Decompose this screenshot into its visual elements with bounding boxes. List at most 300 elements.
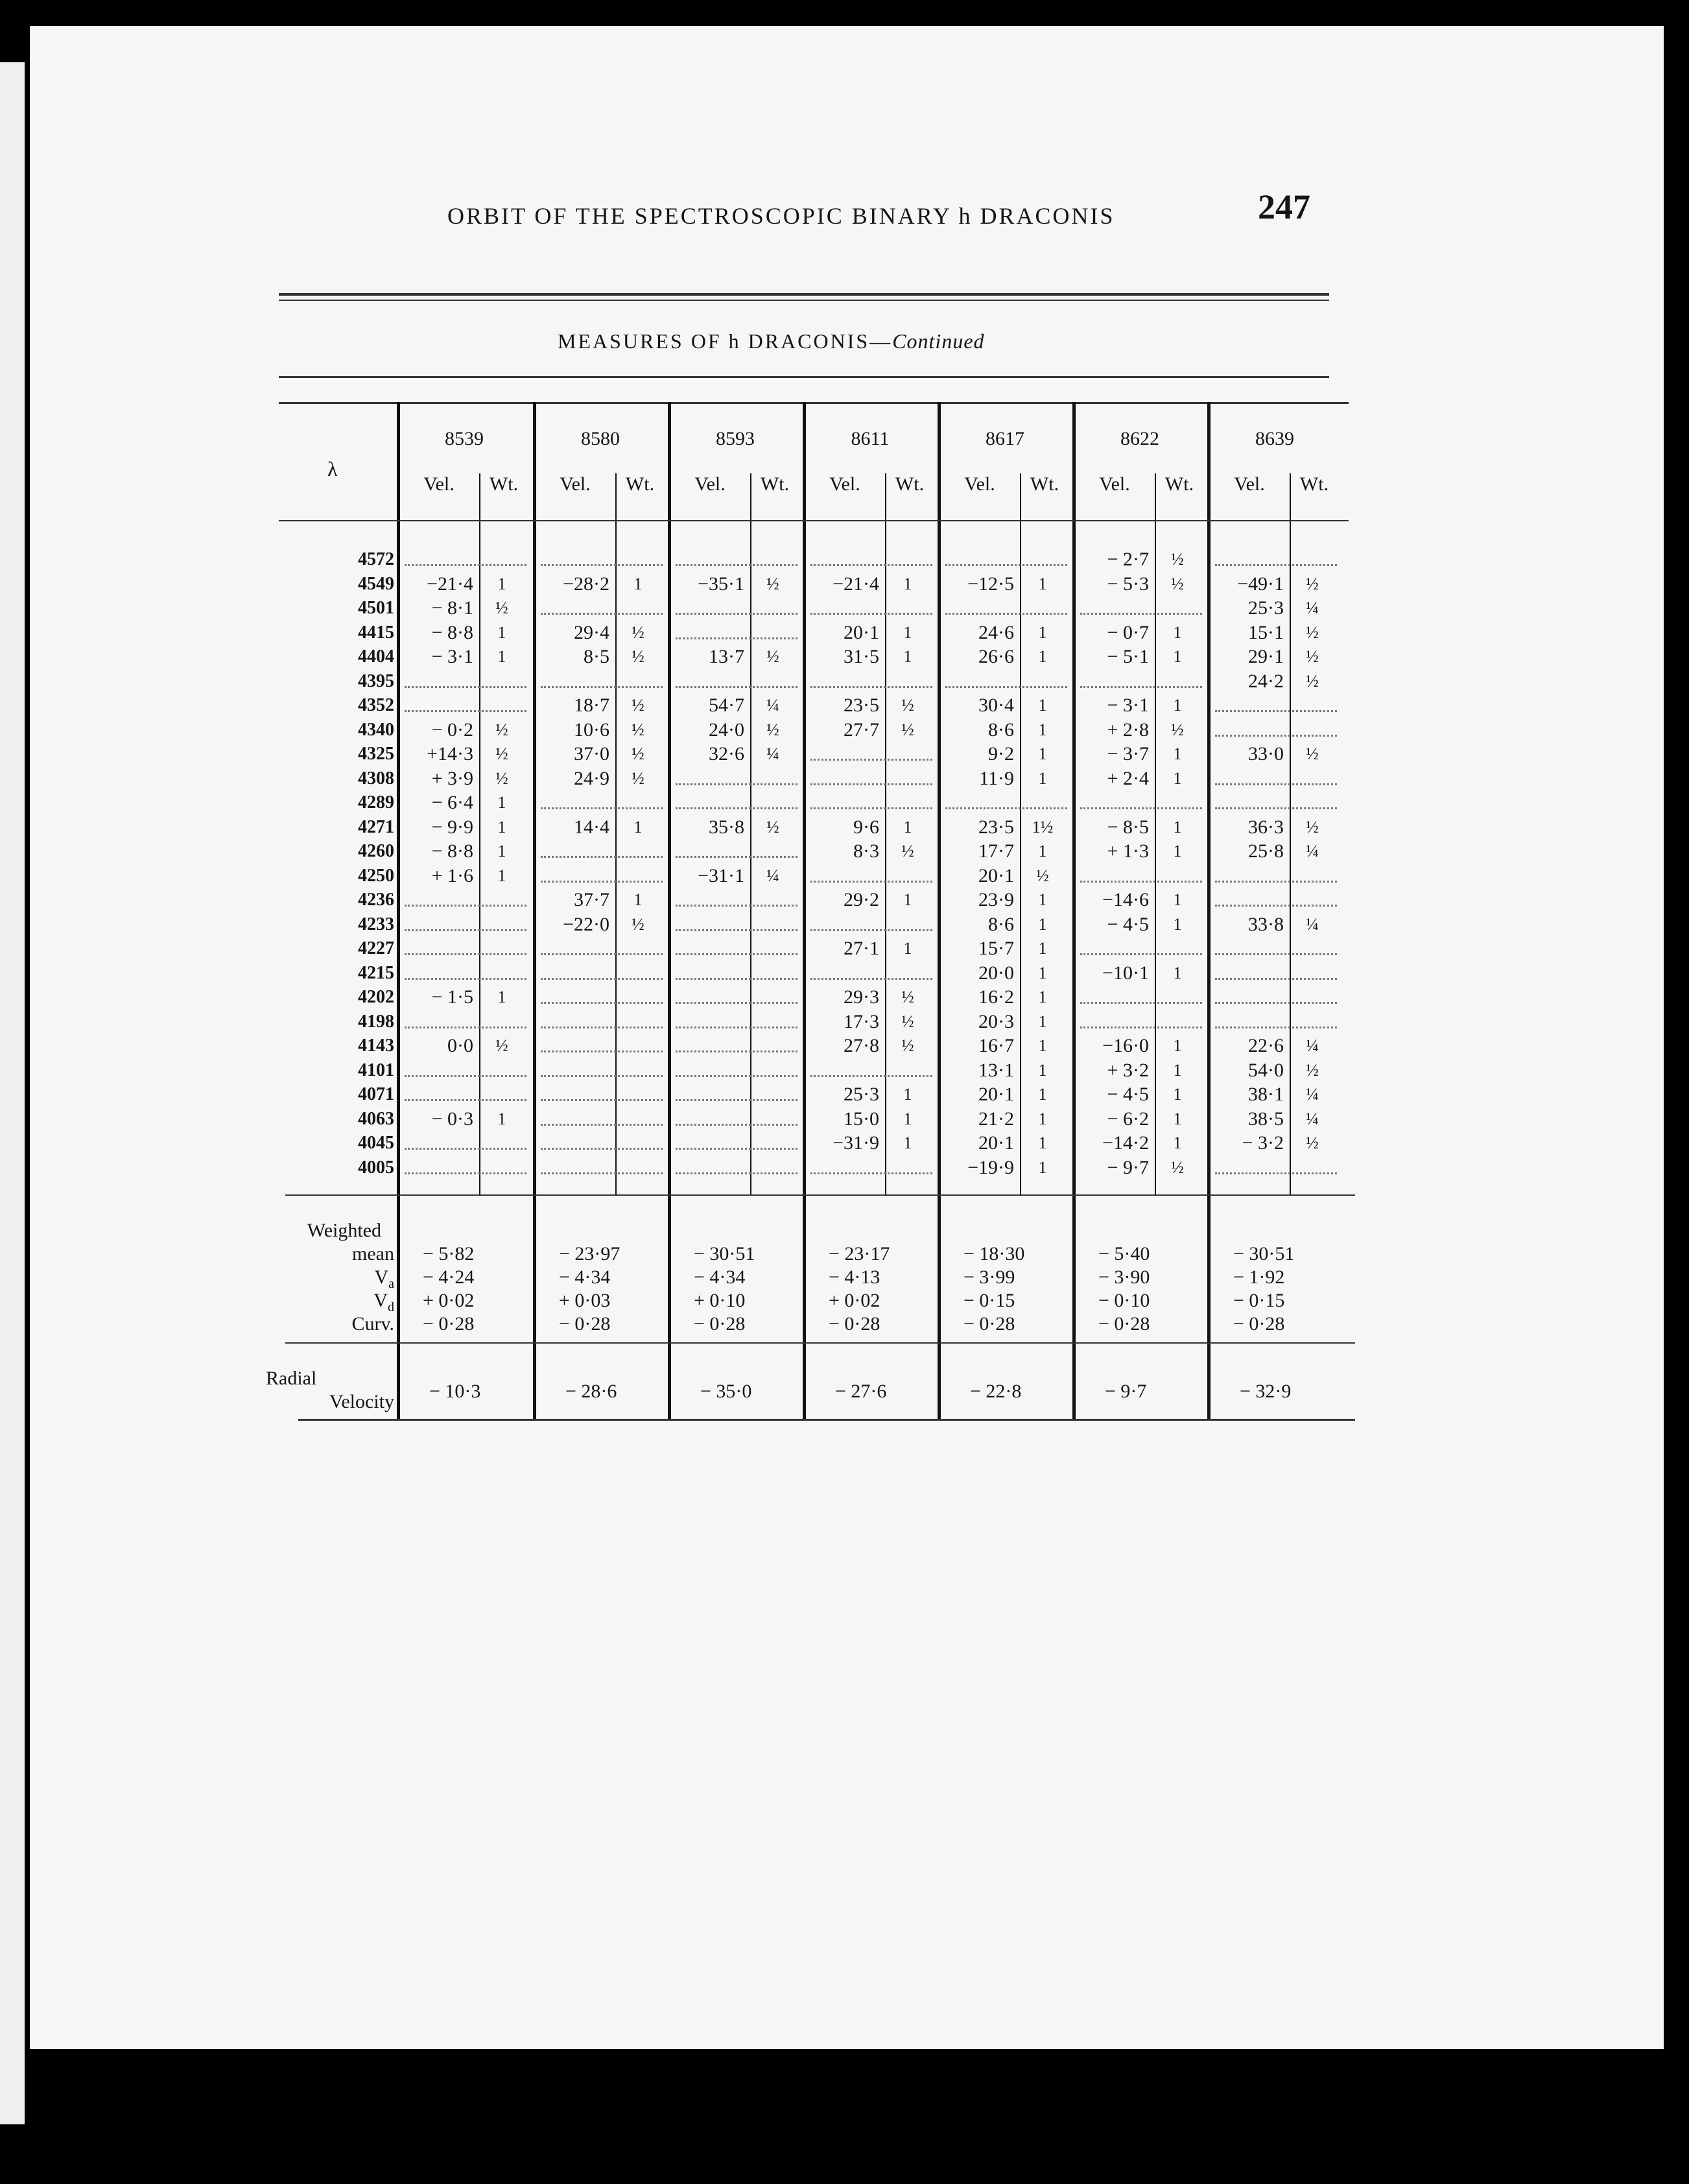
weight-value: 1: [903, 817, 912, 837]
weight-value: ½: [632, 647, 644, 666]
velocity-value: 8·3: [853, 840, 879, 862]
body-bottom-rule: [285, 1194, 1355, 1196]
plate-number: 8622: [1120, 428, 1159, 449]
wavelength-label: 4501: [358, 598, 394, 618]
weight-value: ½: [766, 817, 779, 837]
weight-value: 1: [1173, 1085, 1182, 1104]
wavelength-label: 4063: [358, 1108, 394, 1129]
curv-label: Curv.: [351, 1313, 394, 1335]
table-title-continued: Continued: [892, 329, 985, 353]
velocity-value: 21·2: [978, 1108, 1014, 1130]
velocity-value: − 8·1: [431, 597, 473, 619]
velocity-value: + 1·3: [1107, 840, 1149, 862]
wavelength-label: 4289: [358, 792, 394, 813]
dot-leader: [541, 1002, 663, 1004]
weight-value: 1: [1038, 647, 1047, 666]
wavelength-label: 4143: [358, 1036, 394, 1056]
weight-value: 1: [903, 1085, 912, 1104]
velocity-value: 25·8: [1248, 840, 1284, 862]
table-title-main: MEASURES OF h DRACONIS—: [558, 329, 893, 353]
radial-velocity-value: − 27·6: [835, 1381, 887, 1402]
weight-value: ½: [1306, 1060, 1319, 1080]
wt-separator: [1155, 473, 1156, 1194]
velocity-value: −31·1: [698, 864, 744, 886]
dot-leader: [1215, 735, 1337, 737]
dot-leader: [405, 953, 526, 955]
weight-value: 1: [1038, 963, 1047, 982]
mean-value: − 30·51: [694, 1243, 755, 1264]
weight-value: 1: [1173, 744, 1182, 763]
mean-value: + 0·02: [829, 1290, 880, 1311]
weight-value: ½: [632, 720, 644, 739]
dot-leader: [676, 1075, 797, 1077]
dot-leader: [405, 686, 526, 688]
dot-leader: [1215, 978, 1337, 980]
velocity-value: − 2·7: [1107, 549, 1149, 570]
velocity-value: − 8·8: [431, 621, 473, 643]
running-head: ORBIT OF THE SPECTROSCOPIC BINARY h DRACONIS: [447, 203, 1115, 229]
velocity-value: − 3·2: [1242, 1132, 1284, 1154]
velocity-value: −28·2: [563, 573, 609, 595]
mean-value: − 4·24: [423, 1266, 475, 1288]
velocity-value: −12·5: [967, 573, 1014, 595]
dot-leader: [676, 856, 797, 858]
velocity-value: 29·3: [844, 986, 879, 1008]
radial-velocity-value: − 35·0: [700, 1381, 752, 1402]
velocity-value: 29·2: [844, 889, 879, 910]
velocity-value: 11·9: [979, 767, 1014, 789]
weight-value: 1: [1038, 623, 1047, 642]
velocity-value: −21·4: [833, 573, 879, 595]
dot-leader: [1080, 613, 1202, 615]
dot-leader: [945, 564, 1067, 566]
mean-value: − 3·90: [1098, 1266, 1150, 1288]
dot-leader: [541, 1099, 663, 1101]
vel-subheader: Vel.: [423, 473, 455, 495]
velocity-value: 27·8: [844, 1035, 879, 1056]
mean-value: + 0·02: [423, 1290, 475, 1311]
velocity-value: 15·1: [1248, 621, 1284, 643]
dot-leader: [405, 1099, 526, 1101]
velocity-value: − 8·5: [1107, 816, 1149, 838]
weight-value: 1: [633, 817, 643, 837]
dot-leader: [676, 953, 797, 955]
velocity-value: 20·1: [978, 1084, 1014, 1105]
wavelength-label: 4352: [358, 695, 394, 715]
weight-value: ½: [1306, 1134, 1319, 1152]
velocity-value: 32·6: [709, 743, 744, 765]
mean-value: − 23·17: [829, 1243, 890, 1264]
velocity-value: 9·6: [853, 816, 879, 838]
table-title: [558, 329, 985, 353]
weight-value: 1: [497, 1109, 506, 1128]
radial-velocity-value: − 32·9: [1240, 1381, 1292, 1402]
weight-value: ½: [901, 720, 914, 739]
weight-value: ½: [495, 720, 508, 739]
dot-leader: [1215, 1027, 1337, 1028]
velocity-value: 23·5: [844, 694, 879, 716]
dot-leader: [541, 1050, 663, 1052]
velocity-value: 17·3: [844, 1010, 879, 1032]
dot-leader: [676, 1050, 797, 1052]
weight-value: ¼: [766, 866, 779, 885]
dot-leader: [945, 686, 1067, 688]
mean-value: + 0·10: [694, 1290, 746, 1311]
dot-leader: [541, 953, 663, 955]
weight-value: 1: [903, 574, 912, 593]
velocity-value: − 6·4: [431, 792, 473, 813]
velocity-value: 25·3: [1248, 597, 1284, 619]
weight-value: 1: [1173, 647, 1182, 666]
column-separator: [1207, 402, 1211, 1420]
radial-velocity-value: − 10·3: [429, 1381, 481, 1402]
weight-value: ½: [632, 768, 644, 788]
velocity-value: − 8·8: [431, 840, 473, 862]
velocity-value: 24·9: [574, 767, 609, 789]
plate-number: 8639: [1255, 428, 1294, 449]
mean-value: − 5·82: [423, 1243, 475, 1264]
dot-leader: [541, 881, 663, 883]
dot-leader: [810, 783, 932, 785]
weight-value: ½: [632, 914, 644, 934]
dot-leader: [1080, 881, 1202, 883]
dot-leader: [1215, 564, 1337, 566]
dot-leader: [676, 637, 797, 639]
mean-value: − 5·40: [1098, 1243, 1150, 1264]
dot-leader: [405, 929, 526, 931]
column-separator: [397, 402, 400, 1420]
velocity-value: − 6·2: [1107, 1108, 1149, 1130]
dot-leader: [676, 1124, 797, 1126]
weight-value: 1: [1173, 1036, 1182, 1055]
weight-value: 1: [1038, 744, 1047, 763]
header-rule-2: [279, 300, 1329, 301]
weight-value: 1: [1173, 623, 1182, 642]
dot-leader: [1215, 881, 1337, 883]
weight-value: ½: [495, 599, 508, 617]
wt-separator: [1290, 473, 1291, 1194]
wavelength-label: 4202: [358, 987, 394, 1007]
velocity-value: −14·6: [1102, 889, 1149, 910]
wavelength-label: 4215: [358, 962, 394, 983]
weight-value: ½: [1306, 623, 1319, 642]
dot-leader: [1215, 710, 1337, 712]
velocity-value: 13·7: [709, 646, 744, 667]
wt-subheader: Wt.: [760, 473, 790, 495]
dot-leader: [676, 613, 797, 615]
dot-leader: [810, 1075, 932, 1077]
dot-leader: [405, 1148, 526, 1150]
wt-subheader: Wt.: [489, 473, 519, 495]
velocity-value: 17·7: [978, 840, 1014, 862]
velocity-value: − 3·7: [1107, 743, 1149, 765]
weight-value: ½: [1036, 866, 1049, 885]
velocity-value: 8·6: [988, 913, 1014, 935]
weight-value: 1: [1038, 1060, 1047, 1080]
wt-separator: [1020, 473, 1021, 1194]
velocity-value: −35·1: [698, 573, 744, 595]
velocity-value: + 2·4: [1107, 767, 1149, 789]
radial-velocity-value: − 28·6: [565, 1381, 617, 1402]
wavelength-label: 4233: [358, 914, 394, 934]
weight-value: 1: [1038, 1157, 1047, 1177]
weight-value: 1: [903, 647, 912, 666]
weight-value: 1: [1173, 1109, 1182, 1128]
weight-value: 1: [1038, 768, 1047, 788]
velocity-value: − 4·5: [1107, 1084, 1149, 1105]
dot-leader: [676, 1148, 797, 1150]
dot-leader: [405, 1075, 526, 1077]
velocity-value: 27·7: [844, 718, 879, 741]
weight-value: 1: [903, 939, 912, 958]
weight-value: 1: [1173, 963, 1182, 982]
weight-value: 1: [497, 817, 506, 837]
dot-leader: [1215, 905, 1337, 907]
velocity-value: −14·2: [1102, 1132, 1149, 1154]
weight-value: ½: [901, 842, 914, 861]
velocity-value: −19·9: [967, 1156, 1014, 1178]
dot-leader: [676, 1027, 797, 1028]
weight-value: ½: [901, 1012, 914, 1031]
wt-subheader: Wt.: [625, 473, 655, 495]
velocity-value: 23·9: [978, 889, 1014, 910]
velocity-value: 22·6: [1248, 1035, 1284, 1056]
weight-value: 1: [1173, 696, 1182, 715]
velocity-value: 14·4: [574, 816, 609, 838]
velocity-value: 38·1: [1248, 1084, 1284, 1105]
weight-value: ½: [1171, 574, 1184, 593]
radial-velocity-value: − 22·8: [970, 1381, 1022, 1402]
dot-leader: [810, 929, 932, 931]
velocity-value: −22·0: [563, 913, 609, 935]
wt-subheader: Wt.: [1164, 473, 1194, 495]
weight-value: 1: [1038, 1134, 1047, 1152]
velocity-value: − 5·1: [1107, 646, 1149, 667]
wavelength-label: 4250: [358, 865, 394, 886]
wavelength-label: 4395: [358, 671, 394, 691]
weight-value: ½: [901, 1036, 914, 1055]
dot-leader: [1215, 807, 1337, 809]
weight-value: 1: [1038, 1109, 1047, 1128]
weight-value: 1: [1173, 1134, 1182, 1152]
dot-leader: [676, 686, 797, 688]
velocity-value: − 3·1: [1107, 694, 1149, 716]
wt-subheader: Wt.: [895, 473, 925, 495]
velocity-value: −31·9: [833, 1132, 879, 1154]
dot-leader: [1215, 783, 1337, 785]
velocity-value: − 0·7: [1107, 621, 1149, 643]
dot-leader: [945, 613, 1067, 615]
velocity-value: − 3·1: [431, 646, 473, 667]
weight-value: ¼: [766, 696, 779, 715]
weight-value: 1: [1038, 1012, 1047, 1031]
weight-value: 1: [1038, 1085, 1047, 1104]
weight-value: 1: [1038, 914, 1047, 934]
dot-leader: [541, 1124, 663, 1126]
plate-number: 8593: [716, 428, 755, 449]
column-separator: [668, 402, 671, 1420]
velocity-value: 27·1: [844, 938, 879, 959]
velocity-value: 37·0: [574, 743, 609, 765]
wt-subheader: Wt.: [1299, 473, 1329, 495]
velocity-value: 36·3: [1248, 816, 1284, 838]
velocity-value: 24·2: [1248, 670, 1284, 692]
mean-value: − 4·34: [694, 1266, 746, 1288]
velocity-value: + 2·8: [1107, 718, 1149, 741]
velocity-value: 10·6: [574, 718, 609, 741]
weight-value: 1: [497, 842, 506, 861]
weight-value: 1: [1173, 890, 1182, 909]
velocity-value: 20·1: [978, 864, 1014, 886]
mean-value: − 0·15: [963, 1290, 1015, 1311]
weight-value: ½: [632, 744, 644, 763]
wavelength-label: 4101: [358, 1060, 394, 1080]
wavelength-label: 4404: [358, 647, 394, 667]
velocity-value: 8·5: [584, 646, 609, 667]
mean-value: − 0·28: [1233, 1313, 1285, 1335]
vd-label: $V_d$: [373, 1290, 394, 1314]
dot-leader: [945, 807, 1067, 809]
weight-value: ½: [1306, 744, 1319, 763]
velocity-value: + 3·2: [1107, 1059, 1149, 1081]
velocity-value: 18·7: [574, 694, 609, 716]
velocity-value: 20·3: [978, 1010, 1014, 1032]
velocity-value: 15·7: [978, 938, 1014, 959]
wavelength-label: 4198: [358, 1011, 394, 1032]
wavelength-label: 4227: [358, 938, 394, 958]
wt-separator: [615, 473, 617, 1194]
weight-value: ½: [495, 1036, 508, 1055]
dot-leader: [810, 564, 932, 566]
velocity-value: + 1·6: [431, 864, 473, 886]
dot-leader: [405, 978, 526, 980]
mean-value: − 0·28: [559, 1313, 611, 1335]
velocity-value: −21·4: [427, 573, 473, 595]
velocity-value: 54·0: [1248, 1059, 1284, 1081]
weight-value: 1: [903, 1109, 912, 1128]
weight-value: 1: [903, 623, 912, 642]
velocity-value: 26·6: [978, 646, 1014, 667]
mean-value: − 0·28: [423, 1313, 475, 1335]
weight-value: ½: [1171, 720, 1184, 739]
vel-subheader: Vel.: [964, 473, 995, 495]
dot-leader: [676, 1172, 797, 1174]
mean-value: − 0·28: [829, 1313, 880, 1335]
weight-value: 1: [1173, 817, 1182, 837]
weight-value: 1: [497, 793, 506, 812]
mean-value: − 30·51: [1233, 1243, 1295, 1264]
velocity-value: −49·1: [1237, 573, 1284, 595]
dot-leader: [1215, 953, 1337, 955]
velocity-value: 9·2: [988, 743, 1014, 765]
velocity-value: 30·4: [978, 694, 1014, 716]
dot-leader: [1215, 1002, 1337, 1004]
weight-value: ½: [901, 696, 914, 715]
velocity-value: 38·5: [1248, 1108, 1284, 1130]
dot-leader: [810, 978, 932, 980]
velocity-value: − 0·3: [431, 1108, 473, 1130]
wt-separator: [885, 473, 886, 1194]
header-bottom-rule: [279, 520, 1349, 521]
weight-value: ¼: [1306, 1085, 1319, 1104]
dot-leader: [1080, 953, 1202, 955]
wavelength-label: 4005: [358, 1157, 394, 1178]
weight-value: ½: [495, 768, 508, 788]
dot-leader: [1080, 1002, 1202, 1004]
dot-leader: [676, 783, 797, 785]
wavelength-label: 4549: [358, 573, 394, 594]
velocity-value: 29·1: [1248, 646, 1284, 667]
velocity-value: 35·8: [709, 816, 744, 838]
radial-velocity-value: − 9·7: [1105, 1381, 1147, 1402]
plate-number: 8617: [986, 428, 1024, 449]
weight-value: 1: [1038, 939, 1047, 958]
dot-leader: [810, 807, 932, 809]
column-separator: [533, 402, 536, 1420]
velocity-value: 16·7: [978, 1035, 1014, 1056]
lambda-header: λ: [327, 457, 338, 481]
radial-label: Radial: [266, 1368, 317, 1389]
velocity-value: +14·3: [427, 743, 473, 765]
page-number: 247: [1258, 187, 1310, 226]
dot-leader: [676, 978, 797, 980]
weight-value: ½: [495, 744, 508, 763]
velocity-value: 31·5: [844, 646, 879, 667]
vel-subheader: Vel.: [829, 473, 860, 495]
weight-value: 1: [633, 890, 643, 909]
weight-value: 1: [1038, 574, 1047, 593]
weight-value: 1: [497, 574, 506, 593]
plate-number: 8611: [851, 428, 890, 449]
mean-value: − 0·15: [1233, 1290, 1285, 1311]
weight-value: ½: [1306, 647, 1319, 666]
wavelength-label: 4415: [358, 622, 394, 643]
velocity-value: 15·0: [844, 1108, 879, 1130]
mean-value: − 4·13: [829, 1266, 880, 1288]
weight-value: 1: [497, 647, 506, 666]
plate-number: 8580: [581, 428, 620, 449]
weight-value: 1: [1173, 768, 1182, 788]
weight-value: ½: [1306, 671, 1319, 691]
weight-value: 1: [1173, 842, 1182, 861]
mean-label: mean: [352, 1243, 394, 1264]
weighted-label: Weighted: [307, 1220, 381, 1241]
plate-number: 8539: [445, 428, 484, 449]
weight-value: 1: [1038, 988, 1047, 1006]
velocity-value: 23·5: [978, 816, 1014, 838]
dot-leader: [405, 1027, 526, 1028]
dot-leader: [405, 710, 526, 712]
dot-leader: [1215, 1172, 1337, 1174]
weight-value: 1: [1173, 914, 1182, 934]
dot-leader: [810, 613, 932, 615]
weight-value: ½: [901, 988, 914, 1006]
wavelength-label: 4325: [358, 744, 394, 764]
weight-value: ½: [1306, 817, 1319, 837]
velocity-value: −10·1: [1102, 962, 1149, 984]
mean-value: + 0·03: [559, 1290, 611, 1311]
dot-leader: [405, 564, 526, 566]
weight-value: ½: [632, 696, 644, 715]
dot-leader: [541, 1148, 663, 1150]
vel-subheader: Vel.: [694, 473, 726, 495]
velocity-value: − 9·9: [431, 816, 473, 838]
wavelength-label: 4340: [358, 719, 394, 740]
velocity-value: 0·0: [447, 1035, 473, 1056]
velocity-value: − 9·7: [1107, 1156, 1149, 1178]
dot-leader: [541, 1172, 663, 1174]
wavelength-label: 4271: [358, 816, 394, 837]
